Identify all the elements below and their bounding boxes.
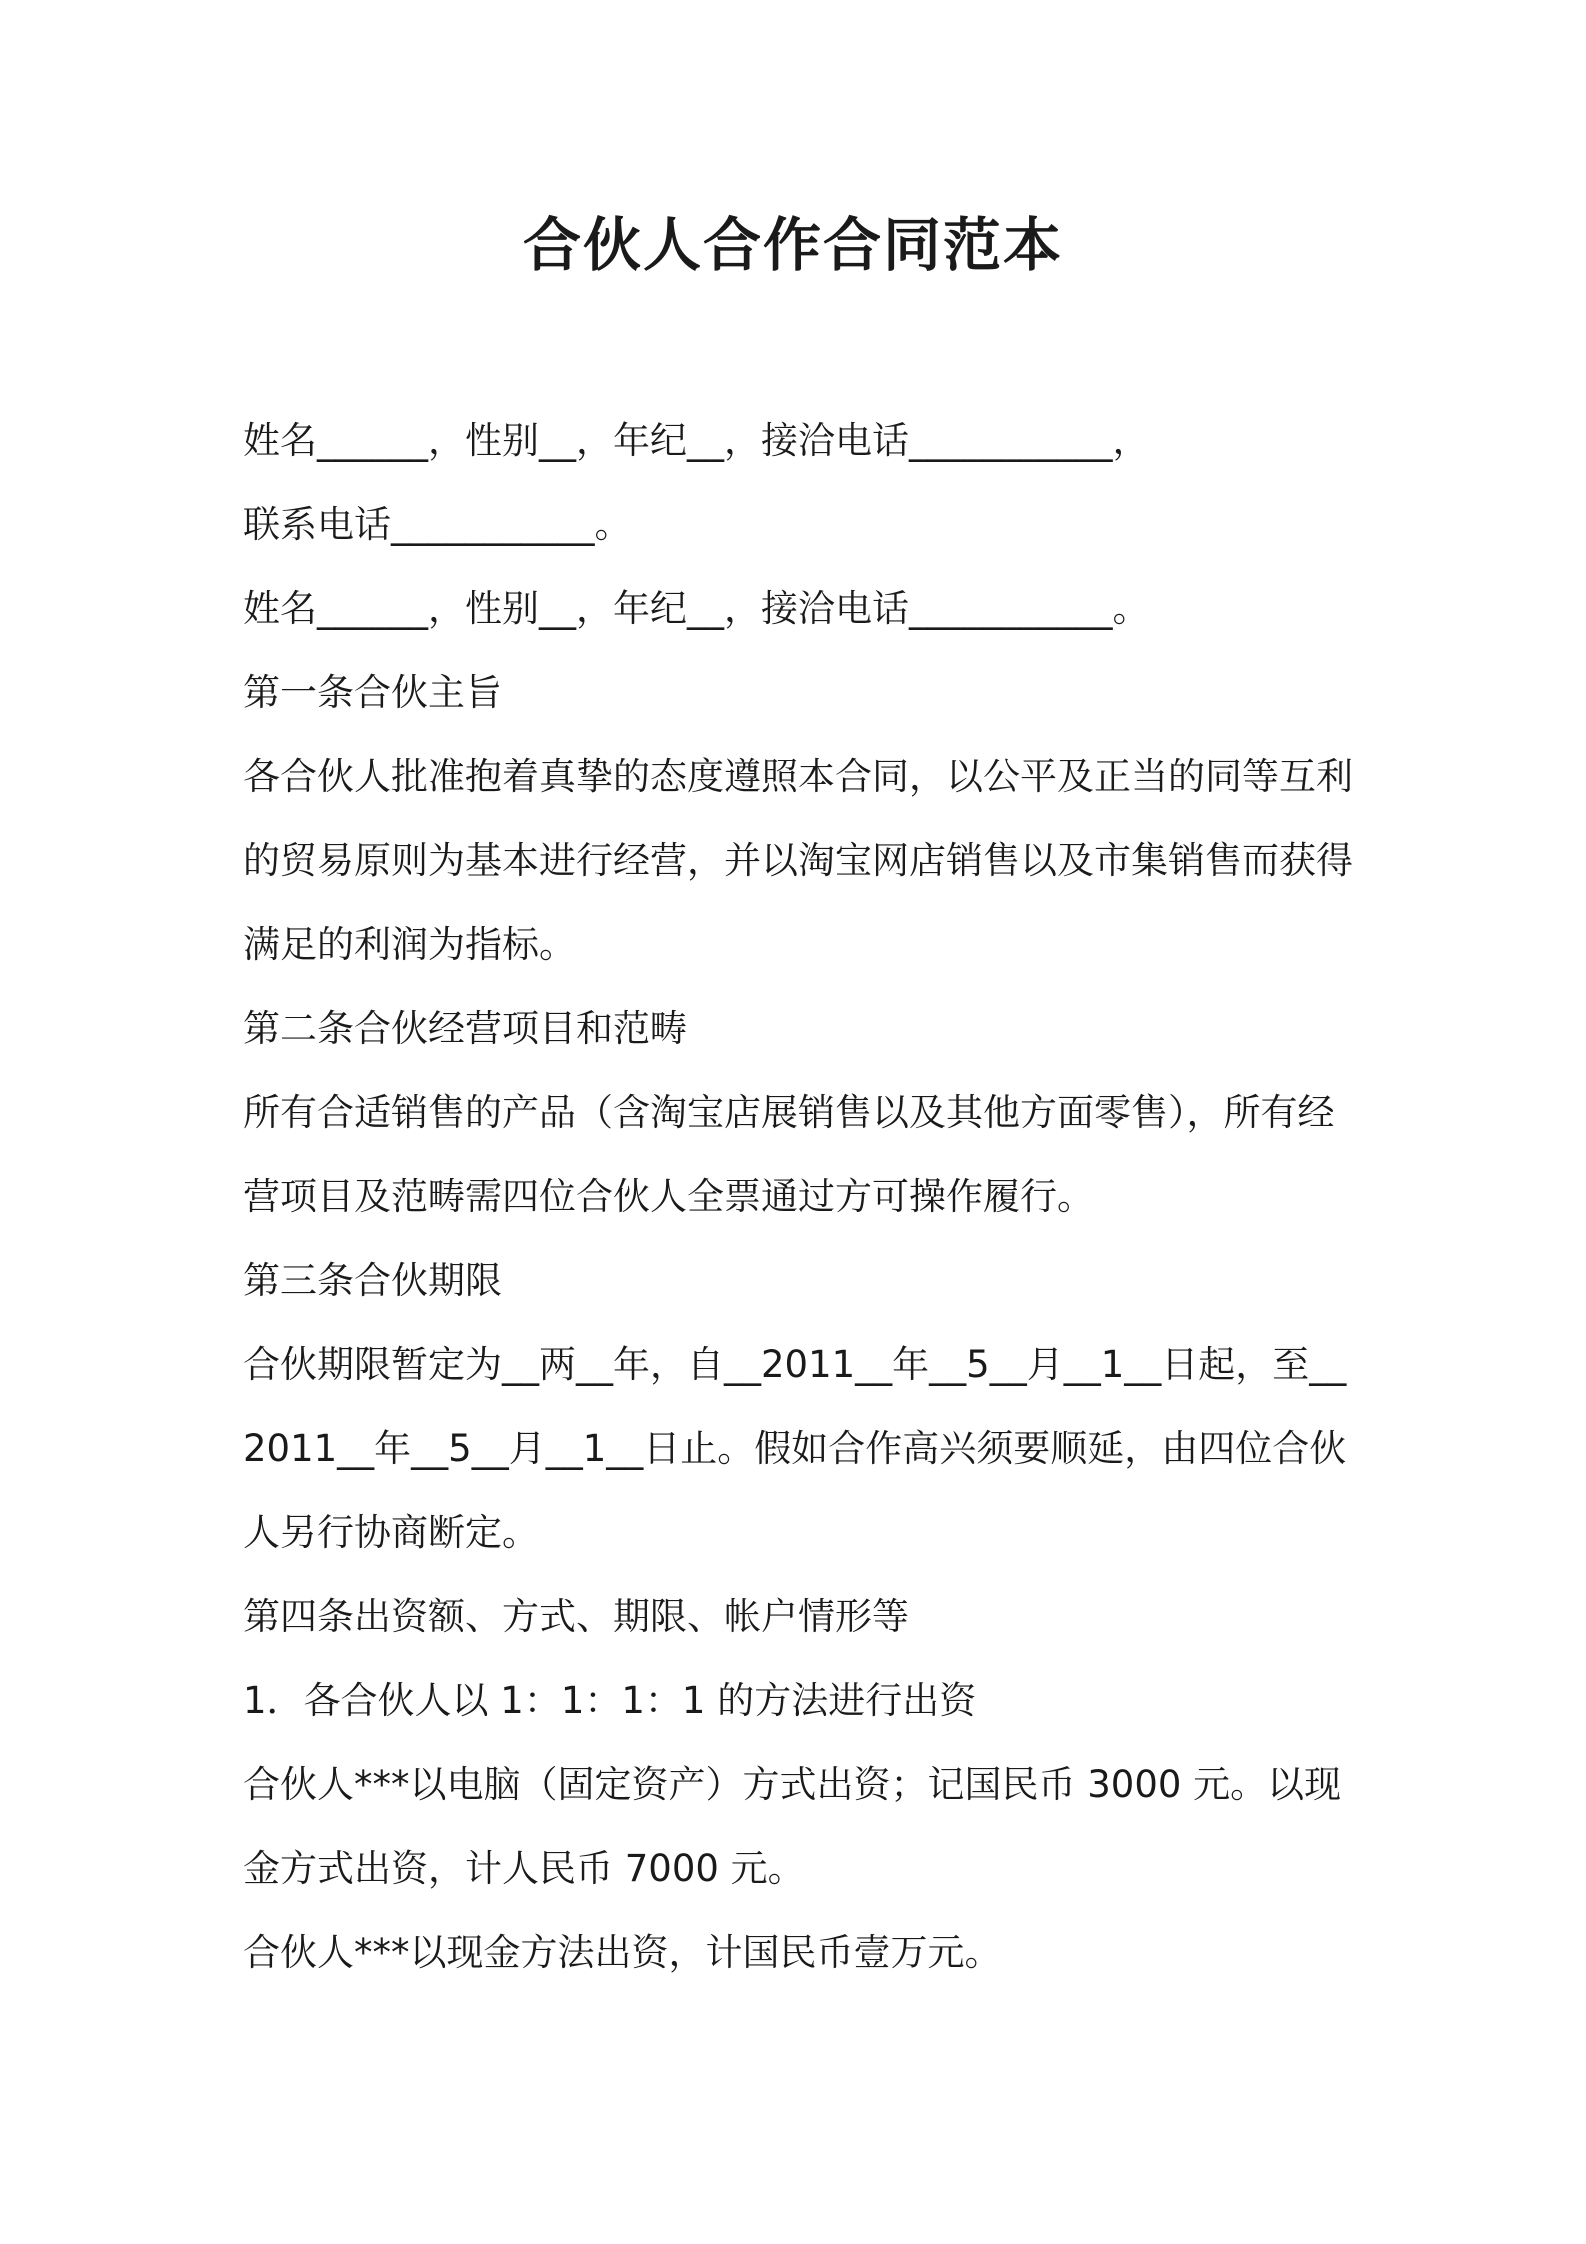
paragraph-line: 所有合适销售的产品（含淘宝店展销售以及其他方面零售），所有经 bbox=[243, 1091, 1335, 1134]
paragraph-line: 合伙人***以电脑（固定资产）方式出资；记国民币 3000 元。以现 bbox=[243, 1763, 1342, 1806]
paragraph-line: 金方式出资，计人民币 7000 元。 bbox=[243, 1847, 805, 1890]
article-heading: 第一条合伙主旨 bbox=[243, 671, 502, 714]
paragraph-line: 营项目及范畴需四位合伙人全票通过方可操作履行。 bbox=[243, 1175, 1094, 1218]
paragraph-line: 合伙期限暂定为__两__年，自__2011__年__5__月__1__日起，至__ bbox=[243, 1343, 1347, 1386]
party-info-line: 姓名______，性别__，年纪__，接洽电话___________， bbox=[243, 419, 1150, 462]
paragraph-line: 各合伙人批准抱着真挚的态度遵照本合同，以公平及正当的同等互利 bbox=[243, 755, 1353, 798]
article-heading: 第三条合伙期限 bbox=[243, 1259, 502, 1302]
paragraph-line: 满足的利润为指标。 bbox=[243, 923, 576, 966]
paragraph-line: 2011__年__5__月__1__日止。假如合作高兴须要顺延，由四位合伙 bbox=[243, 1427, 1347, 1470]
paragraph-line: 合伙人***以现金方法出资，计国民币壹万元。 bbox=[243, 1931, 1002, 1974]
document-body bbox=[243, 399, 1363, 1995]
article-heading: 第四条出资额、方式、期限、帐户情形等 bbox=[243, 1595, 909, 1638]
paragraph-line: 的贸易原则为基本进行经营，并以淘宝网店销售以及市集销售而获得 bbox=[243, 839, 1353, 882]
party-contact-line: 联系电话___________。 bbox=[243, 503, 632, 546]
document-title: 合伙人合作合同范本 bbox=[522, 211, 1063, 279]
paragraph-line: 人另行协商断定。 bbox=[243, 1511, 539, 1554]
party-info-line: 姓名______，性别__，年纪__，接洽电话___________。 bbox=[243, 587, 1150, 630]
article-heading: 第二条合伙经营项目和范畴 bbox=[243, 1007, 687, 1050]
paragraph-line: 1．各合伙人以 1：1：1：1 的方法进行出资 bbox=[243, 1679, 977, 1722]
